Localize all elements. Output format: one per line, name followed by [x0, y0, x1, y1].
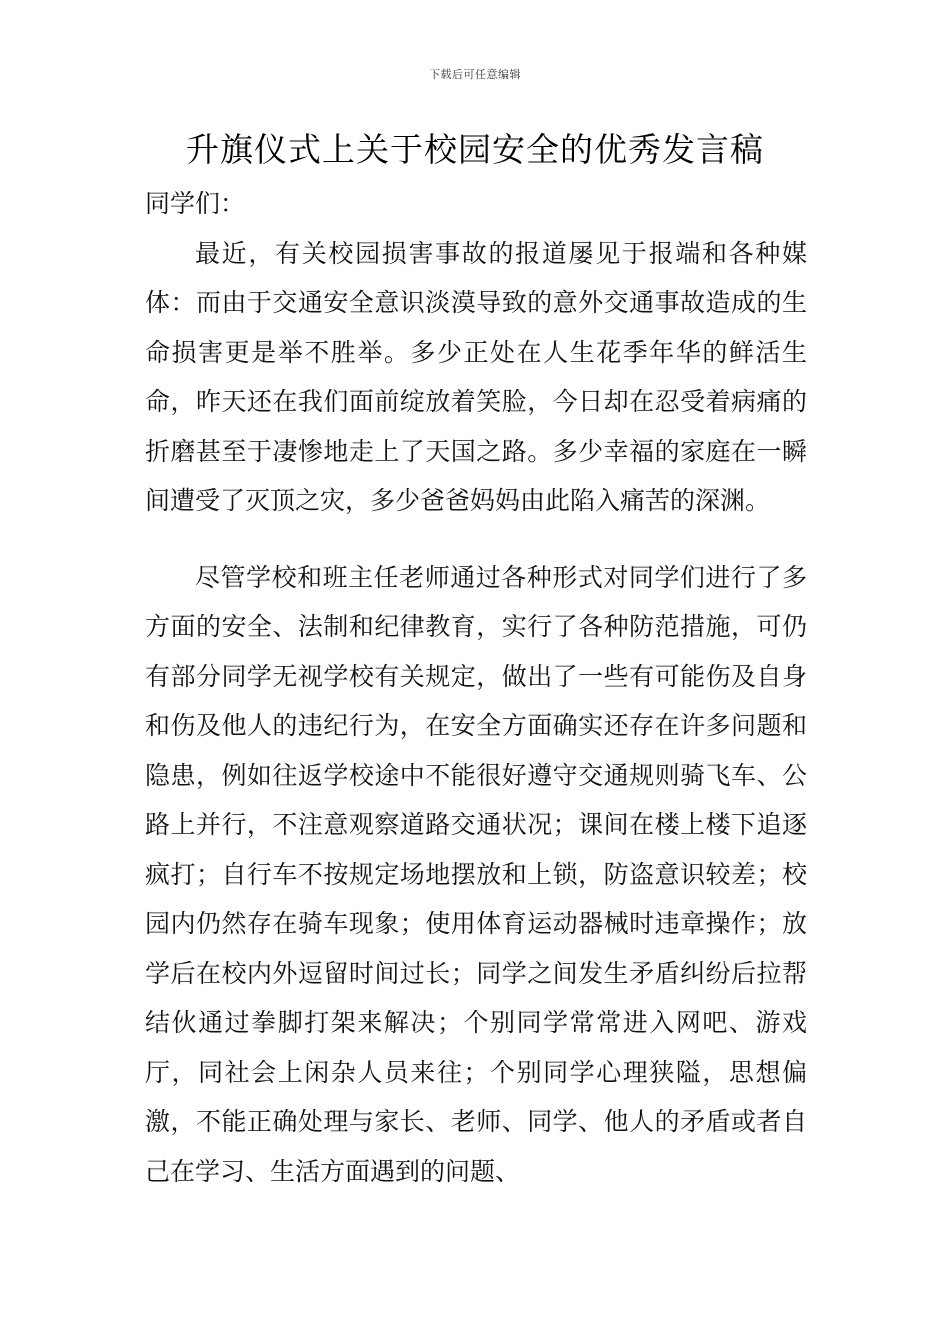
paragraph-2: 尽管学校和班主任老师通过各种形式对同学们进行了多方面的安全、法制和纪律教育，实行了各种防范措施，可仍有部分同学无视学校有关规定，做出了一些有可能伤及自身和伤及他人的违纪行为，在安全方面确实还存在许多问题和隐患，例如往返学校途中不能很好遵守交通规则骑飞车、公路上并行，不注意观察道路交通状况；课间在楼上楼下追逐疯打；自行车不按规定场地摆放和上锁，防盗意识较差；校园内仍然存在骑车现象；使用体育运动器械时违章操作；放学后在校内外逗留时间过长；同学之间发生矛盾纠纷后拉帮结伙通过拳脚打架来解决；个别同学常常进入网吧、游戏厅，同社会上闲杂人员来往；个别同学心理狭隘，思想偏激，不能正确处理与家长、老师、同学、他人的矛盾或者自己在学习、生活方面遇到的问题、 [145, 562, 807, 1186]
header-note: 下载后可任意编辑 [429, 68, 521, 81]
paragraph-1: 最近，有关校园损害事故的报道屡见于报端和各种媒体：而由于交通安全意识淡漠导致的意外交通事故造成的生命损害更是举不胜举。多少正处在人生花季年华的鲜活生命，昨天还在我们面前绽放着笑脸，今日却在忍受着病痛的折磨甚至于凄惨地走上了天国之路。多少幸福的家庭在一瞬间遭受了灭顶之灾，多少爸爸妈妈由此陷入痛苦的深渊。 [145, 238, 807, 515]
document-body [145, 179, 807, 1196]
document-title: 升旗仪式上关于校园安全的优秀发言稿 [186, 130, 764, 169]
greeting: 同学们： [145, 189, 246, 218]
